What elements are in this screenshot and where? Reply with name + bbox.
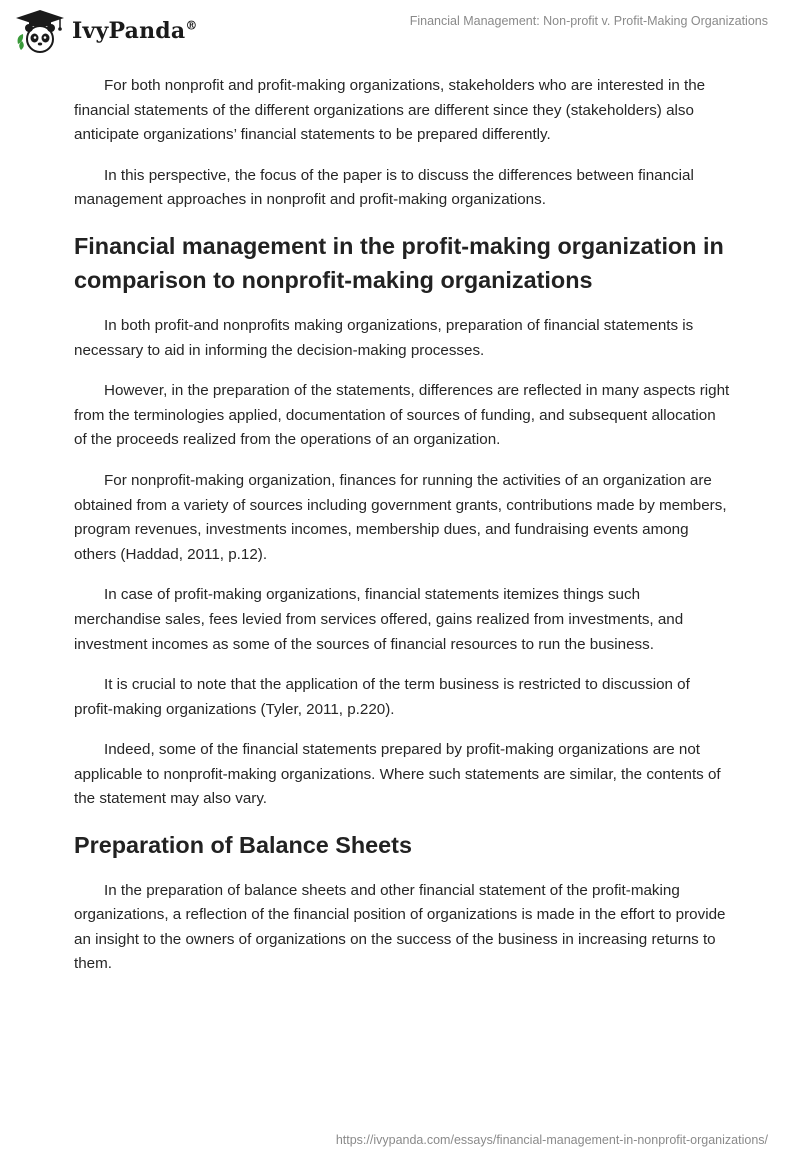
paragraph: For both nonprofit and profit-making organizations, stakeholders who are interested in the financial statements of the different organizations are different since they (stakeholders) also anticipate organizations’ financial statements to be prepared differently.	[74, 77, 706, 144]
section-heading: Preparation of Balance Sheets	[74, 832, 412, 859]
source-url[interactable]: https://ivypanda.com/essays/financial-management-in-nonprofit-organizations/	[335, 1133, 768, 1147]
paragraph: For nonprofit-making organization, finances for running the activities of an organization are obtained from a variety of sources including government grants, contributions made by members, program revenues, investments incomes, membership dues, and fundraising events among others (Haddad, 2011, p.12).	[74, 471, 727, 563]
document-title: Financial Management: Non-profit v. Profit-Making Organizations	[409, 14, 768, 28]
article-body	[74, 74, 730, 993]
paragraph: In both profit-and nonprofits making organizations, preparation of financial statements is necessary to aid in informing the decision-making processes.	[74, 316, 694, 359]
paragraph: In the preparation of balance sheets and other financial statement of the profit-making organizations, a reflection of the financial position of organizations is made in the effort to provide an insight to the owners of organizations on the success of the business in increasing returns to them.	[74, 881, 726, 973]
paragraph: It is crucial to note that the application of the term business is restricted to discussion of profit-making organizations (Tyler, 2011, p.220).	[74, 676, 690, 718]
page-header	[0, 0, 800, 64]
brand-logo[interactable]	[14, 8, 198, 54]
brand-name: IvyPanda®	[72, 18, 198, 44]
paragraph: In this perspective, the focus of the paper is to discuss the differences between financial management approaches in nonprofit and profit-making organizations.	[74, 166, 694, 209]
paragraph: Indeed, some of the financial statements prepared by profit-making organizations are not applicable to nonprofit-making organizations. Where such statements are similar, the contents of the statement may also vary.	[74, 741, 721, 808]
panda-graduate-icon	[14, 8, 66, 54]
section-heading: Financial management in the profit-making organization in comparison to nonprofit-making organizations	[74, 232, 724, 294]
paragraph: However, in the preparation of the statements, differences are reflected in many aspects right from the terminologies applied, documentation of sources of funding, and subsequent allocation of the proceeds realized from the operations of an organization.	[74, 382, 730, 449]
paragraph: In case of profit-making organizations, financial statements itemizes things such merchandise sales, fees levied from services offered, gains realized from investments, and investment incomes as some of the sources of financial resources to run the business.	[74, 586, 684, 653]
